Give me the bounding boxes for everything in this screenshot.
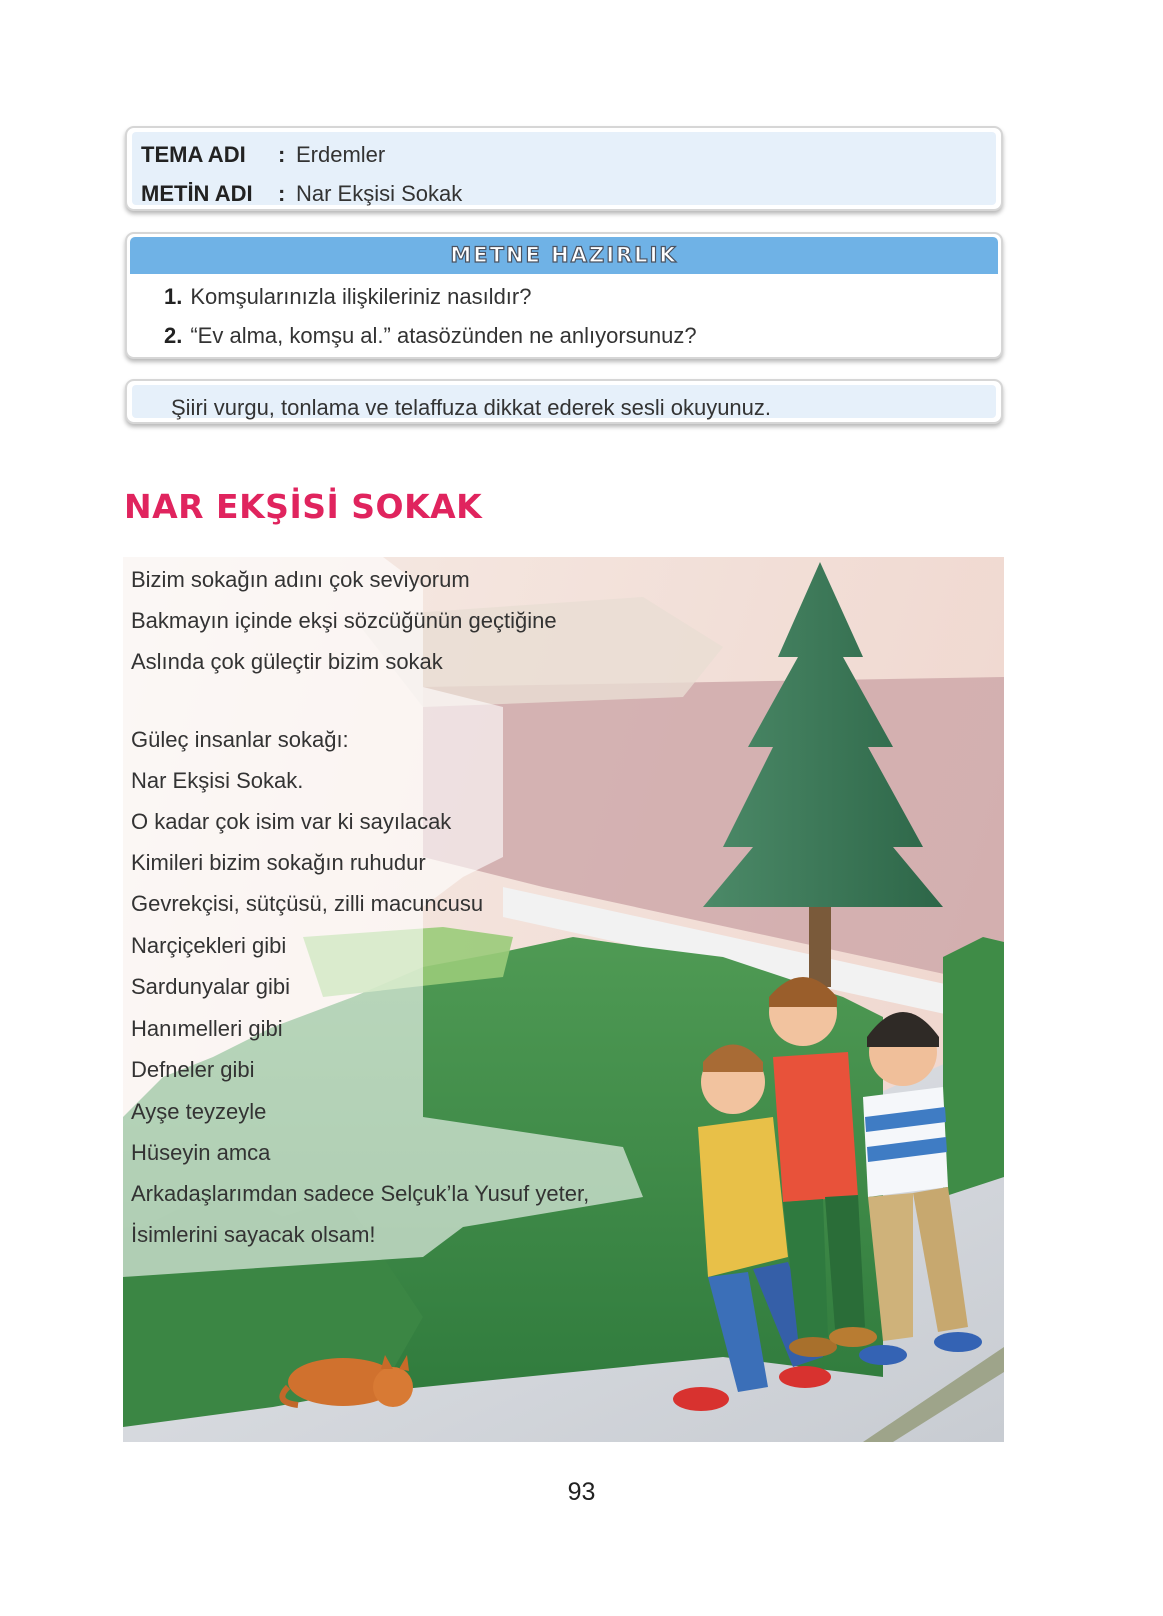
poem-line: Gevrekçisi, sütçüsü, zilli macuncusu [131, 891, 484, 916]
poem-line: Güleç insanlar sokağı: [131, 727, 349, 752]
instruction-text: Şiiri vurgu, tonlama ve telaffuza dikkat ederek sesli okuyunuz. [171, 395, 772, 420]
instruction-background [132, 385, 996, 418]
poem-line: Bizim sokağın adını çok seviyorum [131, 567, 470, 592]
poem-title: NAR EKŞİSİ SOKAK [124, 487, 483, 526]
question-number: 1. [164, 284, 183, 309]
poem-line: Aslında çok güleçtir bizim sokak [131, 649, 443, 674]
separator: : [278, 181, 286, 206]
instruction-box [125, 379, 1003, 424]
question-item [164, 323, 697, 349]
poem-line: Hüseyin amca [131, 1140, 271, 1165]
poem-line: Kimileri bizim sokağın ruhudur [131, 850, 426, 875]
preparation-header [130, 237, 998, 274]
text-name-value: Nar Ekşisi Sokak [296, 181, 463, 206]
preparation-box [125, 232, 1003, 359]
poem-line: O kadar çok isim var ki sayılacak [131, 809, 452, 834]
poem-line: Arkadaşlarımdan sadece Selçuk’la Yusuf yeter, [131, 1181, 590, 1206]
separator: : [278, 142, 286, 167]
text-name-label: METİN ADI [141, 181, 253, 206]
poem-line: Bakmayın içinde ekşi sözcüğünün geçtiğine [131, 608, 557, 633]
poem-line: Sardunyalar gibi [131, 974, 290, 999]
theme-info-box [125, 126, 1003, 211]
poem-line: Defneler gibi [131, 1057, 255, 1082]
poem-line: İsimlerini sayacak olsam! [131, 1222, 376, 1247]
question-text: Komşularınızla ilişkileriniz nasıldır? [190, 284, 532, 309]
poem-line: Narçiçekleri gibi [131, 933, 287, 958]
theme-info-background [132, 132, 996, 205]
question-item [164, 284, 531, 310]
question-text: “Ev alma, komşu al.” atasözünden ne anlıyorsunuz? [190, 323, 697, 348]
question-number: 2. [164, 323, 183, 348]
poem-line: Ayşe teyzeyle [131, 1099, 267, 1124]
theme-name-value: Erdemler [296, 142, 386, 167]
poem-line: Hanımelleri gibi [131, 1016, 283, 1041]
page-number: 93 [567, 1478, 596, 1506]
theme-name-label: TEMA ADI [141, 142, 246, 167]
poem-line: Nar Ekşisi Sokak. [131, 768, 304, 793]
preparation-title: METNE HAZIRLIK [450, 243, 678, 267]
